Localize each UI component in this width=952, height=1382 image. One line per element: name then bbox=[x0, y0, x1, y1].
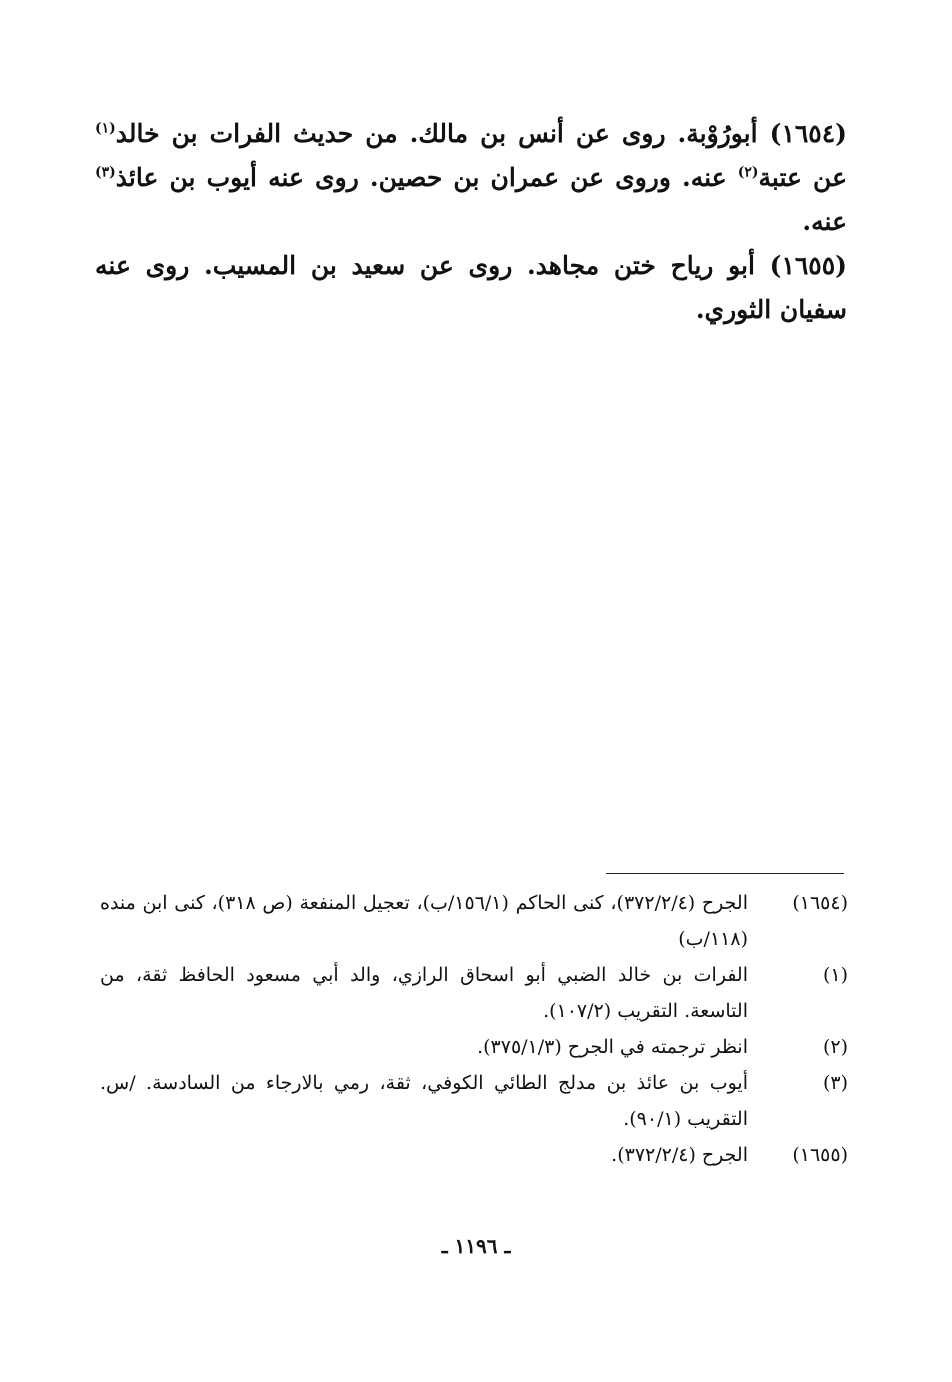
footnote-marker: (١) bbox=[95, 120, 116, 137]
footnote bbox=[100, 1065, 848, 1137]
footnote-text: انظر ترجمته في الجرح (٣٧٥/١/٣). bbox=[477, 1036, 748, 1058]
footnote-number: (١) bbox=[822, 964, 848, 986]
entry-text: عنه. وروى عن عمران بن حصين. روى عنه أيوب بن عائذ bbox=[115, 163, 738, 192]
footnote-divider bbox=[606, 873, 844, 874]
footnote bbox=[100, 957, 848, 1029]
footnote-number: (١٦٥٤) bbox=[792, 892, 848, 914]
entry-paragraph bbox=[95, 112, 847, 244]
page-number: ـ ١١٩٦ ـ bbox=[441, 1234, 511, 1258]
footnote bbox=[100, 885, 848, 957]
entry-paragraph bbox=[95, 244, 847, 332]
footnote-text: الفرات بن خالد الضبي أبو اسحاق الرازي، والد أبي مسعود الحافظ ثقة، من التاسعة. التقريب (١٠٧/٢). bbox=[100, 964, 748, 1022]
footnote bbox=[100, 1029, 848, 1065]
footnote-text: الجرح (٣٧٢/٢/٤). bbox=[611, 1144, 748, 1166]
footnote-number: (٢) bbox=[822, 1036, 848, 1058]
footnotes bbox=[100, 885, 848, 1173]
footnote-number: (١٦٥٥) bbox=[792, 1144, 848, 1166]
footnote-marker: (٢) bbox=[737, 164, 759, 181]
footnote-text: أيوب بن عائذ بن مدلج الطائي الكوفي، ثقة، رمي بالارجاء من السادسة. /س. التقريب (٩٠/١). bbox=[100, 1072, 748, 1130]
entry-text: عنه. bbox=[802, 207, 847, 236]
footnote-text: الجرح (٣٧٢/٢/٤)، كنى الحاكم (١٥٦/١/ب)، تعجيل المنفعة (ص ٣١٨)، كنى ابن منده (١١٨/ب) bbox=[100, 892, 748, 950]
entry-text: (١٦٥٤) أبورُوْبة. روى عن أنس بن مالك. من حديث الفرات بن خالد bbox=[115, 119, 847, 148]
entry-text: عن عتبة bbox=[758, 163, 848, 192]
main-text bbox=[95, 112, 847, 332]
footnote-number: (٣) bbox=[822, 1072, 848, 1094]
footnote-marker: (٣) bbox=[95, 164, 116, 181]
entry-text: (١٦٥٥) أبو رياح ختن مجاهد. روى عن سعيد بن المسيب. روى عنه سفيان الثوري. bbox=[95, 251, 847, 324]
footnote bbox=[100, 1137, 848, 1173]
